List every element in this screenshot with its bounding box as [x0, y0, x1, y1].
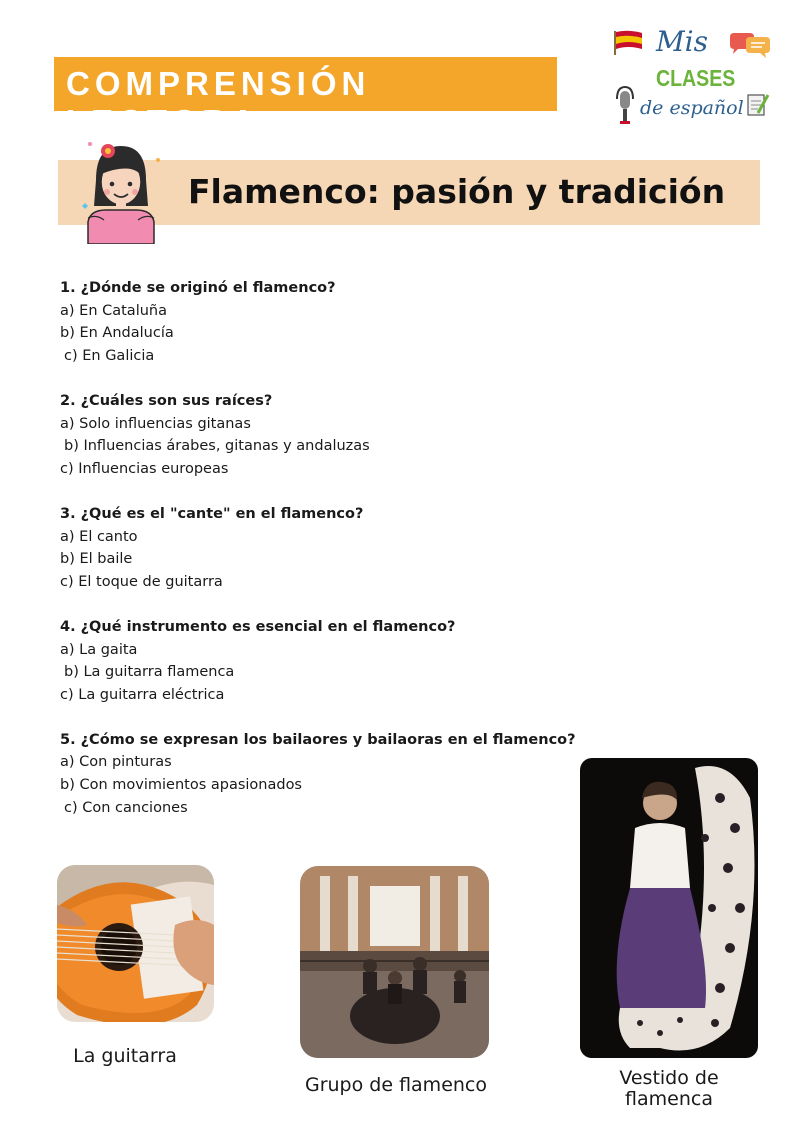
group-caption: Grupo de flamenco	[304, 1074, 487, 1096]
logo	[612, 25, 772, 135]
question-5	[60, 729, 580, 819]
option-a: a) El canto	[60, 528, 138, 545]
microphone-icon	[614, 81, 636, 127]
option-a: a) En Cataluña	[60, 302, 167, 319]
logo-clases: CLASES	[656, 65, 736, 91]
group-photo	[300, 866, 489, 1058]
option-c: c) Influencias europeas	[60, 460, 229, 477]
option-c: c) En Galicia	[64, 347, 155, 364]
option-b: b) Influencias árabes, gitanas y andaluzas	[64, 438, 370, 455]
spain-flag-icon	[612, 29, 644, 55]
option-a: a) Solo influencias gitanas	[60, 415, 251, 432]
option-a: a) La gaita	[60, 641, 138, 658]
question-3	[60, 503, 580, 593]
flamenco-dress-image	[580, 758, 758, 1058]
question-title: 4. ¿Qué instrumento es esencial en el flamenco?	[60, 618, 456, 635]
flamenco-group-image	[300, 866, 489, 1058]
option-c: c) Con canciones	[64, 799, 188, 816]
dress-caption-line2: flamenca	[625, 1088, 713, 1110]
notepad-icon	[746, 91, 770, 119]
dress-caption-line1: Vestido de	[619, 1067, 719, 1089]
option-b: b) En Andalucía	[60, 325, 174, 342]
question-title: 5. ¿Cómo se expresan los bailaores y bailaoras en el flamenco?	[60, 731, 576, 748]
question-title: 2. ¿Cuáles son sus raíces?	[60, 392, 273, 409]
option-a: a) Con pinturas	[60, 754, 172, 771]
question-title: 3. ¿Qué es el "cante" en el flamenco?	[60, 505, 364, 522]
logo-espanol: de español	[640, 97, 744, 119]
logo-mis: Mis	[656, 25, 708, 58]
guitar-photo	[57, 865, 214, 1022]
guitar-image	[57, 865, 214, 1022]
option-c: c) La guitarra eléctrica	[60, 686, 225, 703]
flamenca-girl-icon	[76, 136, 166, 244]
page-title: Flamenco: pasión y tradición	[188, 172, 726, 211]
option-c: c) El toque de guitarra	[60, 573, 223, 590]
speech-bubbles-icon	[728, 31, 772, 61]
question-2	[60, 390, 580, 480]
header-banner	[54, 57, 557, 140]
questions-list	[60, 277, 580, 842]
option-b: b) La guitarra flamenca	[64, 664, 235, 681]
option-b: b) El baile	[60, 551, 133, 568]
question-1	[60, 277, 580, 367]
question-title: 1. ¿Dónde se originó el flamenco?	[60, 280, 336, 296]
option-b: b) Con movimientos apasionados	[60, 777, 302, 794]
dress-photo	[580, 758, 758, 1058]
question-4	[60, 616, 580, 706]
guitar-caption: La guitarra	[73, 1045, 177, 1067]
banner-title: COMPRENSIÓN LECTORA	[66, 65, 371, 140]
